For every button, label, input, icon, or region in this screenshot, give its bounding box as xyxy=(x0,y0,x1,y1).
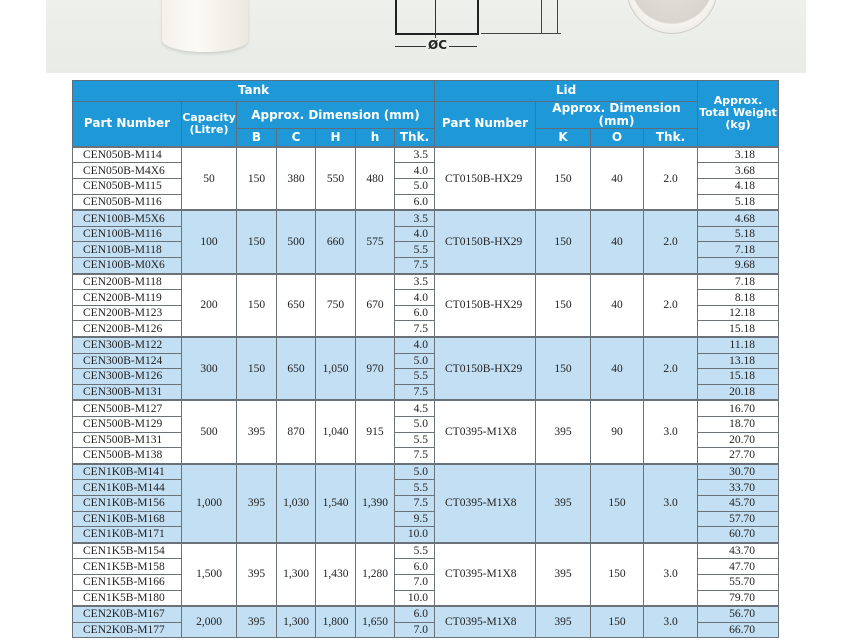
tank-part-number: CEN300B-M126 xyxy=(73,369,182,385)
tank-thickness: 5.5 xyxy=(395,242,435,258)
total-weight: 8.18 xyxy=(698,290,779,306)
lid-k-cell: 395 xyxy=(536,606,591,638)
total-weight: 5.18 xyxy=(698,226,779,242)
dim-H-cell: 750 xyxy=(316,274,356,337)
tank-thickness: 7.0 xyxy=(395,622,435,638)
lid-k-cell: 150 xyxy=(536,147,591,210)
total-weight: 60.70 xyxy=(698,527,779,543)
total-weight: 43.70 xyxy=(698,543,779,559)
tank-thickness: 3.5 xyxy=(395,274,435,290)
tank-thickness: 5.0 xyxy=(395,179,435,195)
tank-part-number: CEN300B-M122 xyxy=(73,337,182,353)
lid-o-cell: 90 xyxy=(591,400,644,463)
lid-part-number: CT0150B-HX29 xyxy=(435,274,536,337)
capacity-cell: 2,000 xyxy=(182,606,237,638)
capacity-header xyxy=(182,102,237,147)
dim-c-cell: 650 xyxy=(277,274,316,337)
lid-o-cell: 40 xyxy=(591,337,644,400)
capacity-cell: 100 xyxy=(182,210,237,273)
total-weight: 12.18 xyxy=(698,305,779,321)
lid-thk-cell: 3.0 xyxy=(644,606,698,638)
total-weight: 57.70 xyxy=(698,511,779,527)
lid-thk-cell: 3.0 xyxy=(644,543,698,606)
tank-part-number: CEN200B-M119 xyxy=(73,290,182,306)
total-weight: 7.18 xyxy=(698,242,779,258)
base-extension-line xyxy=(481,33,561,34)
tank-part-number: CEN1K0B-M156 xyxy=(73,495,182,511)
dim-c-cell: 1,030 xyxy=(277,464,316,543)
weight-header-line1: Approx. xyxy=(713,94,763,108)
dim-h-cell: 970 xyxy=(356,337,395,400)
col-o-header: O xyxy=(591,129,644,147)
tank-part-number: CEN200B-M118 xyxy=(73,274,182,290)
dim-h-cell: 480 xyxy=(356,147,395,210)
total-weight: 47.70 xyxy=(698,559,779,575)
lid-k-cell: 150 xyxy=(536,337,591,400)
lid-part-number: CT0395-M1X8 xyxy=(435,543,536,606)
dim-c-cell: 380 xyxy=(277,147,316,210)
dim-H-cell: 660 xyxy=(316,210,356,273)
tank-thickness: 10.0 xyxy=(395,527,435,543)
capacity-cell: 500 xyxy=(182,400,237,463)
dim-h-cell: 1,390 xyxy=(356,464,395,543)
tank-dimension-drawing xyxy=(386,0,566,73)
capacity-cell: 50 xyxy=(182,147,237,210)
tank-thickness: 9.5 xyxy=(395,511,435,527)
product-image-banner xyxy=(46,0,806,73)
spec-table-body xyxy=(73,147,779,638)
table-row xyxy=(73,274,779,290)
total-weight: 5.18 xyxy=(698,194,779,210)
lid-thk-cell: 2.0 xyxy=(644,274,698,337)
dim-h-cell: 670 xyxy=(356,274,395,337)
dim-h-cell: 1,650 xyxy=(356,606,395,638)
table-row xyxy=(73,337,779,353)
lid-k-cell: 150 xyxy=(536,210,591,273)
tank-thickness: 5.5 xyxy=(395,369,435,385)
total-weight: 20.70 xyxy=(698,432,779,448)
dim-c-cell: 870 xyxy=(277,400,316,463)
dim-h-cell: 915 xyxy=(356,400,395,463)
dim-b-cell: 395 xyxy=(237,543,277,606)
tank-part-number: CEN500B-M127 xyxy=(73,400,182,416)
total-weight: 9.68 xyxy=(698,258,779,274)
dim-b-cell: 395 xyxy=(237,400,277,463)
tank-part-number: CEN1K0B-M144 xyxy=(73,480,182,496)
dim-c-cell: 500 xyxy=(277,210,316,273)
tank-header: Tank xyxy=(73,81,435,102)
total-weight: 33.70 xyxy=(698,480,779,496)
lid-part-number: CT0150B-HX29 xyxy=(435,210,536,273)
tank-part-number: CEN2K0B-M167 xyxy=(73,606,182,622)
lid-part-number: CT0150B-HX29 xyxy=(435,147,536,210)
lid-k-cell: 395 xyxy=(536,400,591,463)
tank-part-number: CEN050B-M116 xyxy=(73,194,182,210)
tank-part-number: CEN1K5B-M158 xyxy=(73,559,182,575)
dim-c-cell: 650 xyxy=(277,337,316,400)
tank-thickness: 5.0 xyxy=(395,353,435,369)
dim-h-cell: 575 xyxy=(356,210,395,273)
dim-b-cell: 150 xyxy=(237,210,277,273)
dim-b-cell: 395 xyxy=(237,464,277,543)
total-weight: 15.18 xyxy=(698,369,779,385)
table-row xyxy=(73,606,779,622)
lid-part-number: CT0395-M1X8 xyxy=(435,400,536,463)
tank-thickness: 10.0 xyxy=(395,590,435,606)
tank-part-number: CEN300B-M131 xyxy=(73,384,182,400)
capacity-cell: 1,000 xyxy=(182,464,237,543)
tank-part-number: CEN050B-M115 xyxy=(73,179,182,195)
dim-b-cell: 150 xyxy=(237,147,277,210)
lid-thk-cell: 3.0 xyxy=(644,464,698,543)
col-c-header: C xyxy=(277,129,316,147)
total-weight: 30.70 xyxy=(698,464,779,480)
total-weight: 45.70 xyxy=(698,495,779,511)
total-weight: 27.70 xyxy=(698,448,779,464)
total-weight: 66.70 xyxy=(698,622,779,638)
lid-dimension-header: Approx. Dimension (mm) xyxy=(536,102,698,129)
weight-header xyxy=(698,81,779,147)
tank-thickness: 7.5 xyxy=(395,495,435,511)
tank-thickness: 3.5 xyxy=(395,210,435,226)
tank-thickness: 7.5 xyxy=(395,448,435,464)
lid-thk-cell: 3.0 xyxy=(644,400,698,463)
dim-H-cell: 1,050 xyxy=(316,337,356,400)
total-weight: 3.68 xyxy=(698,163,779,179)
table-row xyxy=(73,147,779,163)
tank-thickness: 7.5 xyxy=(395,258,435,274)
total-weight: 4.18 xyxy=(698,179,779,195)
lid-o-cell: 40 xyxy=(591,147,644,210)
tank-part-number: CEN100B-M5X6 xyxy=(73,210,182,226)
dim-H-cell: 1,040 xyxy=(316,400,356,463)
weight-header-line2: Total Weight xyxy=(699,106,777,120)
tank-render-image xyxy=(162,0,248,52)
tank-thickness: 6.0 xyxy=(395,194,435,210)
tank-part-number: CEN1K5B-M166 xyxy=(73,574,182,590)
total-weight: 3.18 xyxy=(698,147,779,163)
dim-H-cell: 1,800 xyxy=(316,606,356,638)
tank-thickness: 7.5 xyxy=(395,384,435,400)
tank-part-number: CEN100B-M118 xyxy=(73,242,182,258)
col-H-header: H xyxy=(316,129,356,147)
tank-thickness: 4.0 xyxy=(395,163,435,179)
tank-part-number: CEN500B-M131 xyxy=(73,432,182,448)
total-weight: 18.70 xyxy=(698,416,779,432)
lid-part-number-header: Part Number xyxy=(435,102,536,147)
tank-part-number: CEN2K0B-M177 xyxy=(73,622,182,638)
tank-part-number: CEN200B-M123 xyxy=(73,305,182,321)
tank-thickness: 4.0 xyxy=(395,337,435,353)
table-row xyxy=(73,543,779,559)
capacity-cell: 1,500 xyxy=(182,543,237,606)
total-weight: 56.70 xyxy=(698,606,779,622)
tank-part-number: CEN050B-M4X6 xyxy=(73,163,182,179)
lid-part-number: CT0150B-HX29 xyxy=(435,337,536,400)
tank-thickness: 4.0 xyxy=(395,290,435,306)
lid-thk-cell: 2.0 xyxy=(644,337,698,400)
total-weight: 15.18 xyxy=(698,321,779,337)
lid-thk-header: Thk. xyxy=(644,129,698,147)
lid-part-number: CT0395-M1X8 xyxy=(435,606,536,638)
drawing-outline xyxy=(395,0,479,35)
lid-part-number: CT0395-M1X8 xyxy=(435,464,536,543)
dim-b-cell: 395 xyxy=(237,606,277,638)
tank-thickness: 5.0 xyxy=(395,464,435,480)
col-thk-header: Thk. xyxy=(395,129,435,147)
capacity-cell: 200 xyxy=(182,274,237,337)
total-weight: 55.70 xyxy=(698,574,779,590)
tank-part-number: CEN500B-M129 xyxy=(73,416,182,432)
tank-thickness: 7.5 xyxy=(395,321,435,337)
lid-k-cell: 150 xyxy=(536,274,591,337)
height-dimension-line xyxy=(541,0,542,33)
lid-o-cell: 40 xyxy=(591,274,644,337)
tank-thickness: 5.5 xyxy=(395,543,435,559)
lid-thk-cell: 2.0 xyxy=(644,210,698,273)
total-weight: 11.18 xyxy=(698,337,779,353)
tank-part-number-header: Part Number xyxy=(73,102,182,147)
lid-render-image xyxy=(626,0,718,34)
tank-thickness: 5.5 xyxy=(395,480,435,496)
tank-thickness: 3.5 xyxy=(395,147,435,163)
capacity-header-line2: (Litre) xyxy=(189,122,229,136)
col-k-header: K xyxy=(536,129,591,147)
tank-spec-table xyxy=(72,80,779,638)
total-weight: 13.18 xyxy=(698,353,779,369)
tank-thickness: 6.0 xyxy=(395,305,435,321)
height-dimension-line-2 xyxy=(557,0,558,33)
dim-b-cell: 150 xyxy=(237,337,277,400)
lid-k-cell: 395 xyxy=(536,543,591,606)
diameter-label: ØC xyxy=(428,38,448,52)
table-row xyxy=(73,210,779,226)
table-row xyxy=(73,400,779,416)
lid-header: Lid xyxy=(435,81,698,102)
lid-k-cell: 395 xyxy=(536,464,591,543)
tank-part-number: CEN1K0B-M168 xyxy=(73,511,182,527)
dim-H-cell: 550 xyxy=(316,147,356,210)
col-h-header: h xyxy=(356,129,395,147)
tank-dimension-header: Approx. Dimension (mm) xyxy=(237,102,435,129)
total-weight: 4.68 xyxy=(698,210,779,226)
drawing-centerline xyxy=(435,0,436,40)
dim-b-cell: 150 xyxy=(237,274,277,337)
dim-H-cell: 1,430 xyxy=(316,543,356,606)
tank-thickness: 7.0 xyxy=(395,574,435,590)
dim-H-cell: 1,540 xyxy=(316,464,356,543)
tank-thickness: 6.0 xyxy=(395,559,435,575)
tank-part-number: CEN100B-M116 xyxy=(73,226,182,242)
lid-o-cell: 150 xyxy=(591,606,644,638)
tank-part-number: CEN050B-M114 xyxy=(73,147,182,163)
dim-c-cell: 1,300 xyxy=(277,606,316,638)
lid-o-cell: 40 xyxy=(591,210,644,273)
tank-part-number: CEN300B-M124 xyxy=(73,353,182,369)
tank-thickness: 5.5 xyxy=(395,432,435,448)
tank-part-number: CEN1K5B-M154 xyxy=(73,543,182,559)
tank-part-number: CEN1K0B-M171 xyxy=(73,527,182,543)
tank-part-number: CEN1K0B-M141 xyxy=(73,464,182,480)
total-weight: 7.18 xyxy=(698,274,779,290)
dim-c-cell: 1,300 xyxy=(277,543,316,606)
lid-o-cell: 150 xyxy=(591,543,644,606)
table-row xyxy=(73,464,779,480)
lid-thk-cell: 2.0 xyxy=(644,147,698,210)
tank-part-number: CEN100B-M0X6 xyxy=(73,258,182,274)
dim-h-cell: 1,280 xyxy=(356,543,395,606)
tank-thickness: 5.0 xyxy=(395,416,435,432)
capacity-header-line1: Capacity xyxy=(182,110,236,124)
total-weight: 79.70 xyxy=(698,590,779,606)
col-b-header: B xyxy=(237,129,277,147)
tank-thickness: 4.5 xyxy=(395,400,435,416)
tank-part-number: CEN200B-M126 xyxy=(73,321,182,337)
tank-part-number: CEN500B-M138 xyxy=(73,448,182,464)
tank-thickness: 4.0 xyxy=(395,226,435,242)
lid-o-cell: 150 xyxy=(591,464,644,543)
tank-part-number: CEN1K5B-M180 xyxy=(73,590,182,606)
total-weight: 16.70 xyxy=(698,400,779,416)
weight-header-line3: (kg) xyxy=(725,118,751,132)
tank-thickness: 6.0 xyxy=(395,606,435,622)
capacity-cell: 300 xyxy=(182,337,237,400)
total-weight: 20.18 xyxy=(698,384,779,400)
